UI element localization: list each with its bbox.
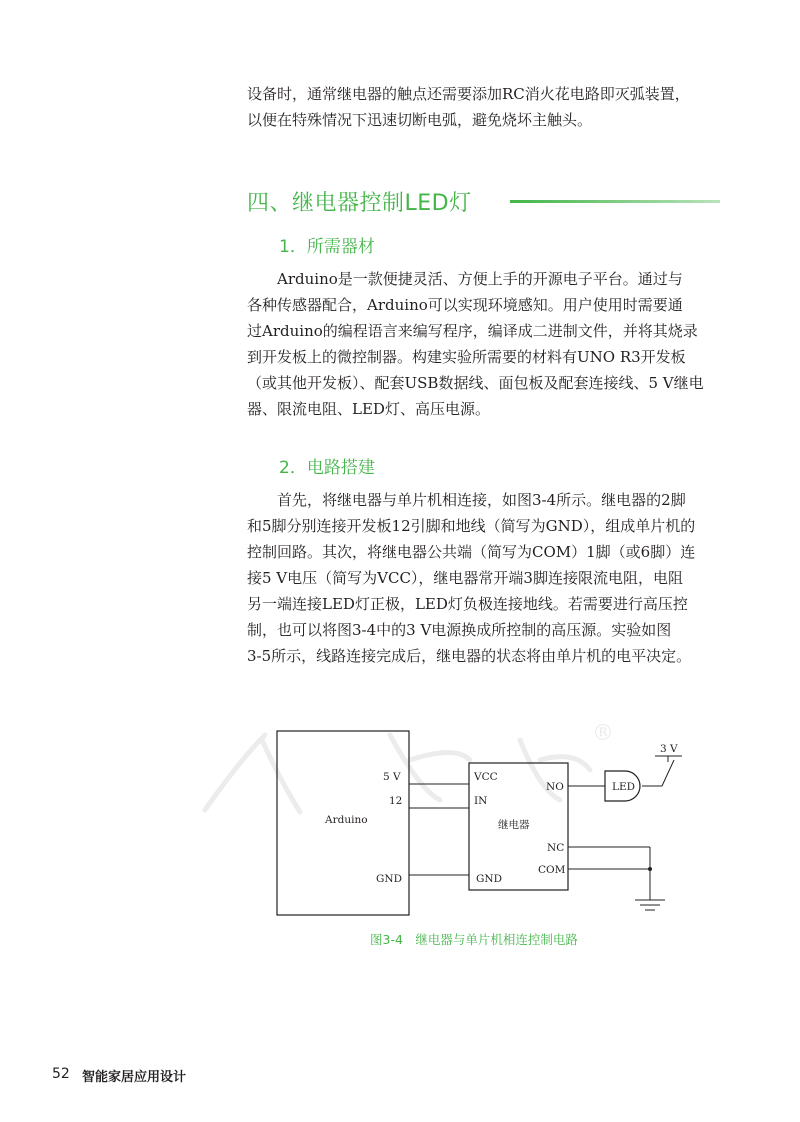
led-label: LED (612, 781, 636, 793)
watermark-registered: ® (592, 721, 614, 746)
relay-pin-gnd: GND (476, 873, 502, 885)
book-title: 智能家居应用设计 (82, 1070, 187, 1085)
relay-pin-in: IN (474, 795, 488, 807)
supply-label: 3 V (660, 743, 678, 755)
relay-label: 继电器 (498, 819, 530, 831)
text-line: 各种传感器配合，Arduino可以实现环境感知。用户使用时需要通 (247, 296, 683, 314)
intro-paragraph (247, 81, 717, 133)
arduino-label: Arduino (325, 814, 368, 826)
subsection-heading-materials: 1．所需器材 (279, 237, 375, 257)
heading-rule (510, 200, 720, 203)
text-line: （或其他开发板）、配套USB数据线、面包板及配套连接线、5 V继电 (247, 374, 704, 392)
materials-paragraph (247, 266, 717, 422)
circuit-paragraph (247, 487, 717, 669)
figure-caption: 图3-4 继电器与单片机相连控制电路 (370, 932, 578, 947)
arduino-pin-5v: 5 V (383, 771, 401, 783)
text-line: 首先，将继电器与单片机相连接，如图3-4所示。继电器的2脚 (277, 491, 686, 509)
wires (409, 756, 682, 910)
text-line: 接5 V电压（简写为VCC），继电器常开端3脚连接限流电阻，电阻 (247, 569, 683, 587)
text-line: 以便在特殊情况下迅速切断电弧，避免烧坏主触头。 (247, 111, 593, 129)
relay-pin-nc: NC (547, 842, 565, 854)
subsection-heading-circuit: 2．电路搭建 (279, 458, 375, 478)
text-line: 制，也可以将图3-4中的3 V电源换成所控制的高压源。实验如图 (247, 621, 672, 639)
junction-dot (648, 867, 652, 871)
section-heading: 四、继电器控制LED灯 (247, 191, 472, 216)
circuit-diagram (0, 700, 800, 930)
page-number: 52 (52, 1066, 70, 1082)
relay-pin-vcc: VCC (474, 771, 498, 783)
arduino-pin-12: 12 (389, 795, 403, 807)
text-line: Arduino是一款便捷灵活、方便上手的开源电子平台。通过与 (277, 270, 683, 288)
relay-pin-no: NO (546, 781, 564, 793)
text-line: 3-5所示，线路连接完成后，继电器的状态将由单片机的电平决定。 (247, 647, 692, 665)
arduino-pin-gnd: GND (376, 873, 402, 885)
text-line: 和5脚分别连接开发板12引脚和地线（简写为GND），组成单片机的 (247, 517, 696, 535)
text-line: 另一端连接LED灯正极，LED灯负极连接地线。若需要进行高压控 (247, 595, 688, 613)
text-line: 控制回路。其次，将继电器公共端（简写为COM）1脚（或6脚）连 (247, 543, 696, 561)
text-line: 过Arduino的编程语言来编写程序，编译成二进制文件，并将其烧录 (247, 322, 698, 340)
relay-pin-com: COM (538, 864, 566, 876)
text-line: 到开发板上的微控制器。构建实验所需要的材料有UNO R3开发板 (247, 348, 686, 366)
text-line: 器、限流电阻、LED灯、高压电源。 (247, 400, 490, 418)
text-line: 设备时，通常继电器的触点还需要添加RC消火花电路即灭弧装置， (247, 85, 690, 103)
